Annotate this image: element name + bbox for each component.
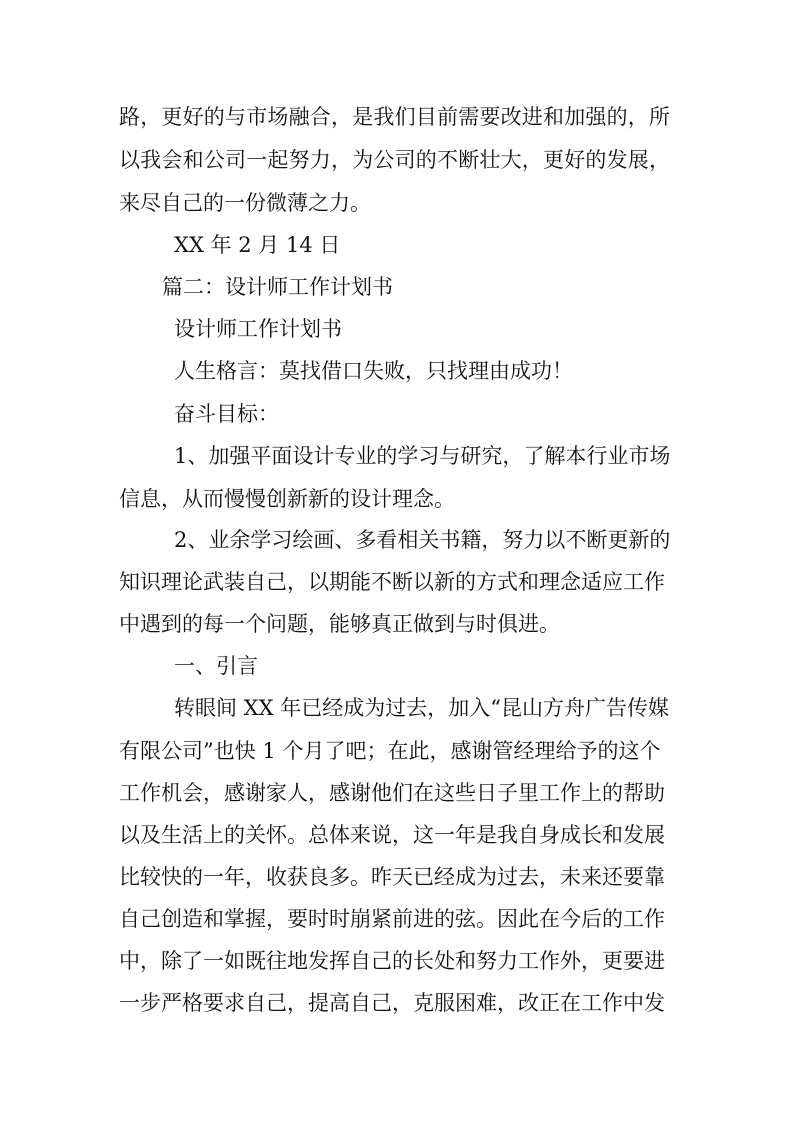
paragraph-line: 知识理论武装自己，以期能不断以新的方式和理念适应工作 <box>119 570 665 594</box>
paragraph-line: 转眼间 XX 年已经成为过去，加入“昆山方舟广告传媒 <box>174 696 669 720</box>
paragraph-line: 比较快的一年，收获良多。昨天已经成为过去，未来还要靠 <box>119 865 665 889</box>
paragraph-line: 以我会和公司一起努力，为公司的不断壮大，更好的发展， <box>119 148 671 172</box>
paragraph-line: 一步严格要求自己，提高自己，克服困难，改正在工作中发 <box>119 991 665 1015</box>
paragraph-line: 1、加强平面设计专业的学习与研究，了解本行业市场 <box>174 444 671 468</box>
paragraph-line: 来尽自己的一份微薄之力。 <box>119 191 371 215</box>
paragraph-line: 有限公司”也快 1 个月了吧；在此，感谢管经理给予的这个 <box>119 739 661 763</box>
motto-line: 人生格言：莫找借口失败，只找理由成功！ <box>174 359 573 383</box>
paragraph-line: 路，更好的与市场融合，是我们目前需要改进和加强的，所 <box>119 105 671 129</box>
paragraph-line: 以及生活上的关怀。总体来说，这一年是我自身成长和发展 <box>119 823 665 847</box>
document-title: 设计师工作计划书 <box>174 317 342 341</box>
paragraph-line: 中遇到的每一个问题，能够真正做到与时俱进。 <box>119 612 560 636</box>
date-line: XX 年 2 月 14 日 <box>174 233 341 257</box>
paragraph-line: 2、业余学习绘画、多看相关书籍，努力以不断更新的 <box>174 528 671 552</box>
paragraph-line: 中，除了一如既往地发挥自己的长处和努力工作外，更要进 <box>119 949 665 973</box>
paragraph-line: 工作机会，感谢家人，感谢他们在这些日子里工作上的帮助 <box>119 781 665 805</box>
section-heading: 篇二：设计师工作计划书 <box>162 275 393 299</box>
goals-heading: 奋斗目标： <box>174 402 279 426</box>
paragraph-line: 自己创造和掌握，要时时崩紧前进的弦。因此在今后的工作 <box>119 907 665 931</box>
paragraph-line: 信息，从而慢慢创新新的设计理念。 <box>119 487 455 511</box>
section-heading: 一、引言 <box>174 654 258 678</box>
